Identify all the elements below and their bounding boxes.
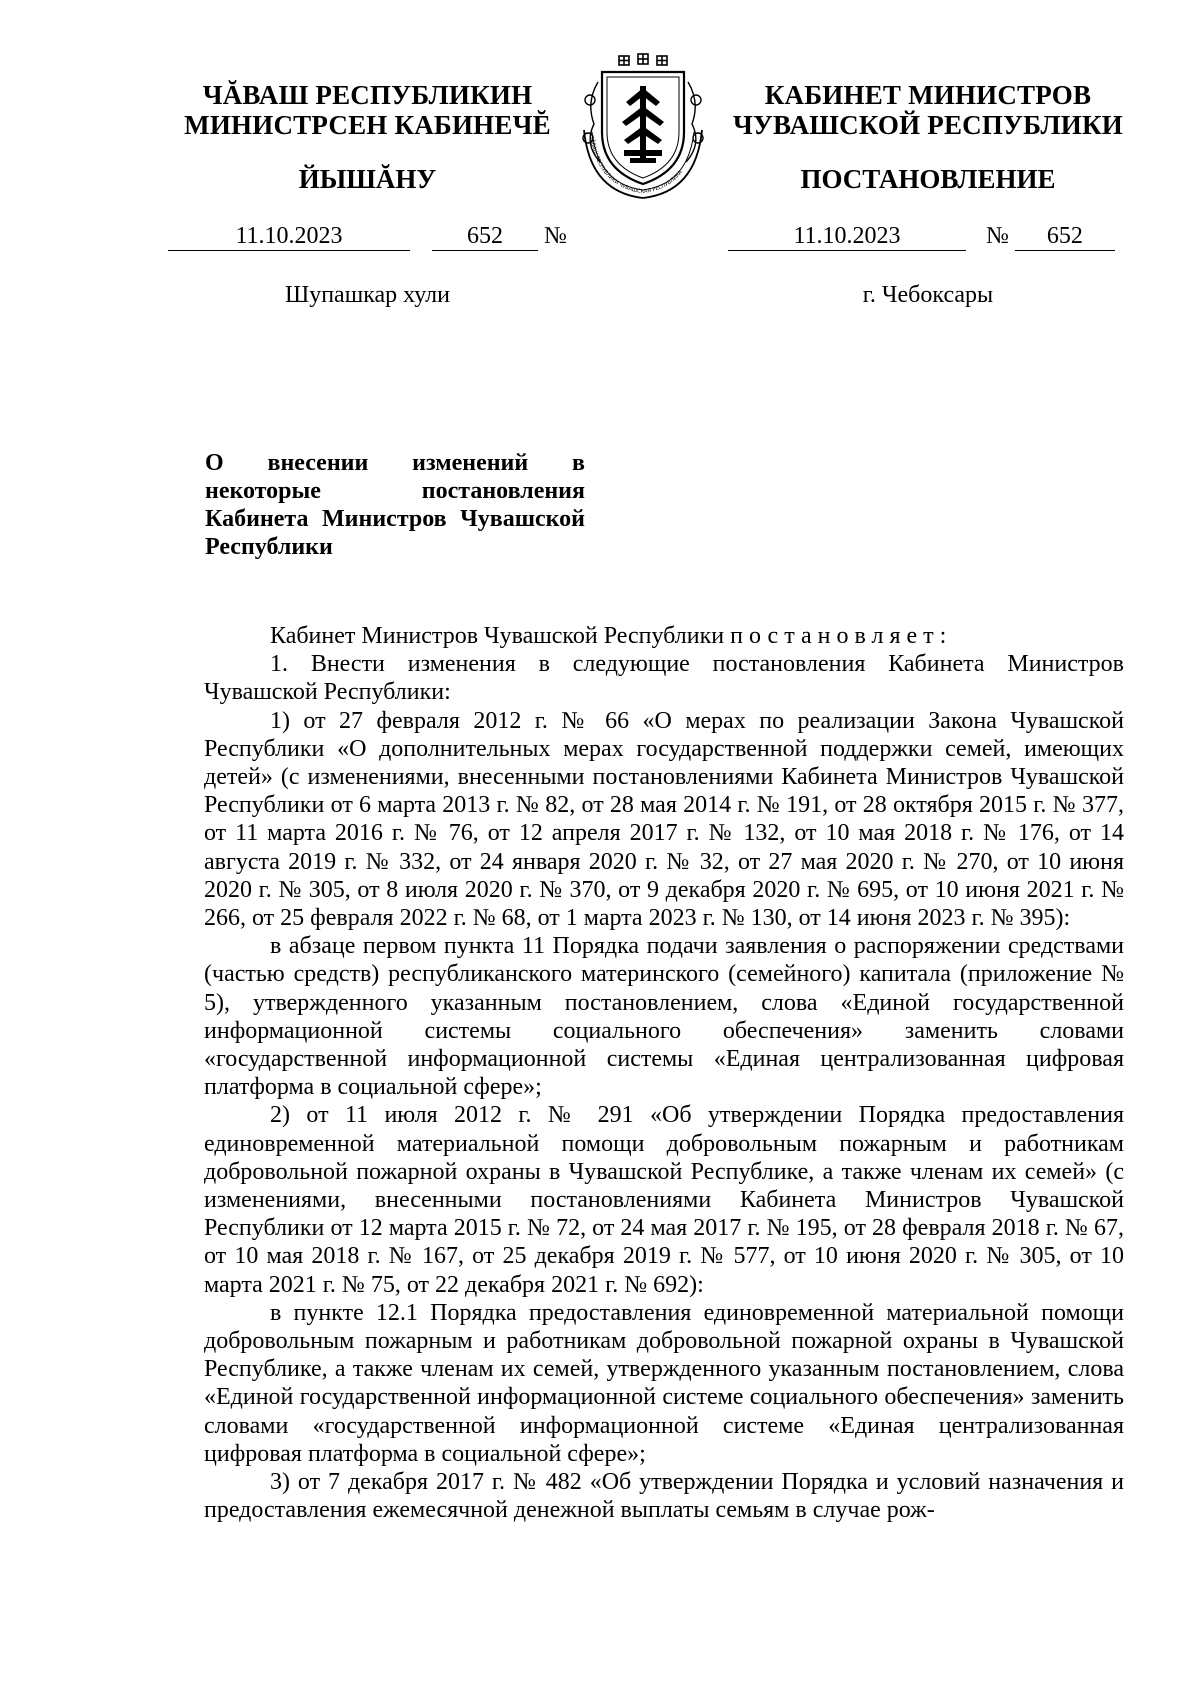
body-paragraph: 1. Внести изменения в следующие постановления Кабинета Министров Чувашской Республики: [204,651,1124,706]
right-number: 652 [1015,222,1115,251]
left-number-sign: № [544,223,567,249]
body-paragraph: в абзаце первом пункта 11 Порядка подачи заявления о распоряжении средствами (частью средств) республиканского материнского (семейного) капитала (приложение № 5), утвержденного указанным постановлением, слова «Единой государственной информационной системы социального обеспечения» заменить словами «государственной информационной системы «Единая централизованная цифровая платформа в социальной сфере»; [204,933,1124,1101]
intro-decree-word: постановляет: [730,623,953,649]
body-paragraph: 1) от 27 февраля 2012 г. № 66 «О мерах по реализации Закона Чувашской Республики «О дополнительных мерах государственной поддержки семей, имеющих детей» (с изменениями, внесенными постановлениями Кабинета Министров Чувашской Республики от 6 марта 2013 г. № 82, от 28 мая 2014 г. № 191, от 28 октября 2015 г. № 377, от 11 марта 2016 г. № 76, от 12 апреля 2017 г. № 132, от 10 мая 2018 г. № 176, от 14 августа 2019 г. № 332, от 24 января 2020 г. № 32, от 27 мая 2020 г. № 270, от 10 июня 2020 г. № 305, от 8 июля 2020 г. № 370, от 9 декабря 2020 г. № 695, от 10 июня 2021 г. № 266, от 25 февраля 2022 г. № 68, от 1 марта 2023 г. № 130, от 14 июня 2023 г. № 395): [204,707,1124,932]
right-doc-type: ПОСТАНОВЛЕНИЕ [800,164,1056,194]
chuvash-emblem-icon [572,52,714,200]
left-city: Шупашкар хули [285,282,450,308]
right-date: 11.10.2023 [728,222,966,251]
emblem-ring-text: ЧĂВАШ РЕСПУБЛИКИ ЧУВАШСКАЯ РЕСПУБЛИКА [588,135,684,196]
right-org-line2: ЧУВАШСКОЙ РЕСПУБЛИКИ [733,110,1123,140]
left-org-line2: МИНИСТРСЕН КАБИНЕЧĔ [184,110,551,140]
right-date-number-line [728,222,1128,252]
body-paragraph: в пункте 12.1 Порядка предоставления единовременной материальной помощи добровольным пожарным и работникам добровольной пожарной охраны в Чувашской Республике, а также членам их семей, утвержденного указанным постановлением, слова «Единой государственной информационной системе социального обеспечения» заменить словами «государственной информационной системе «Единая централизованная цифровая платформа в социальной сфере»; [204,1299,1124,1467]
document-body [204,622,1124,1525]
left-org-line1: ЧĂВАШ РЕСПУБЛИКИН [202,80,533,110]
header-left-org [170,80,565,140]
right-number-sign: № [986,223,1009,249]
left-number: 652 [432,222,538,251]
header-right-org [728,80,1128,140]
left-date-number-line [168,222,568,252]
body-paragraph: 3) от 7 декабря 2017 г. № 482 «Об утверждении Порядка и условий назначения и предоставления ежемесячной денежной выплаты семьям в случае рож- [204,1469,1124,1524]
left-date: 11.10.2023 [168,222,410,251]
document-title: О внесении изменений в некоторые постановления Кабинета Министров Чувашской Республики [205,450,585,560]
left-doc-type: ЙЫШĂНУ [298,164,437,194]
right-org-line1: КАБИНЕТ МИНИСТРОВ [764,80,1092,110]
body-paragraph: 2) от 11 июля 2012 г. № 291 «Об утверждении Порядка предоставления единовременной материальной помощи добровольным пожарным и работникам добровольной пожарной охраны в Чувашской Республике, а также членам их семей» (с изменениями, внесенными постановлениями Кабинета Министров Чувашской Республики от 12 марта 2015 г. № 72, от 24 мая 2017 г. № 195, от 28 февраля 2018 г. № 67, от 10 мая 2018 г. № 167, от 25 декабря 2019 г. № 577, от 10 июня 2020 г. № 305, от 10 марта 2021 г. № 75, от 22 декабря 2021 г. № 692): [204,1102,1124,1298]
intro-prefix: Кабинет Министров Чувашской Республики [270,623,731,649]
body-intro [204,622,1124,650]
right-city: г. Чебоксары [862,282,994,308]
